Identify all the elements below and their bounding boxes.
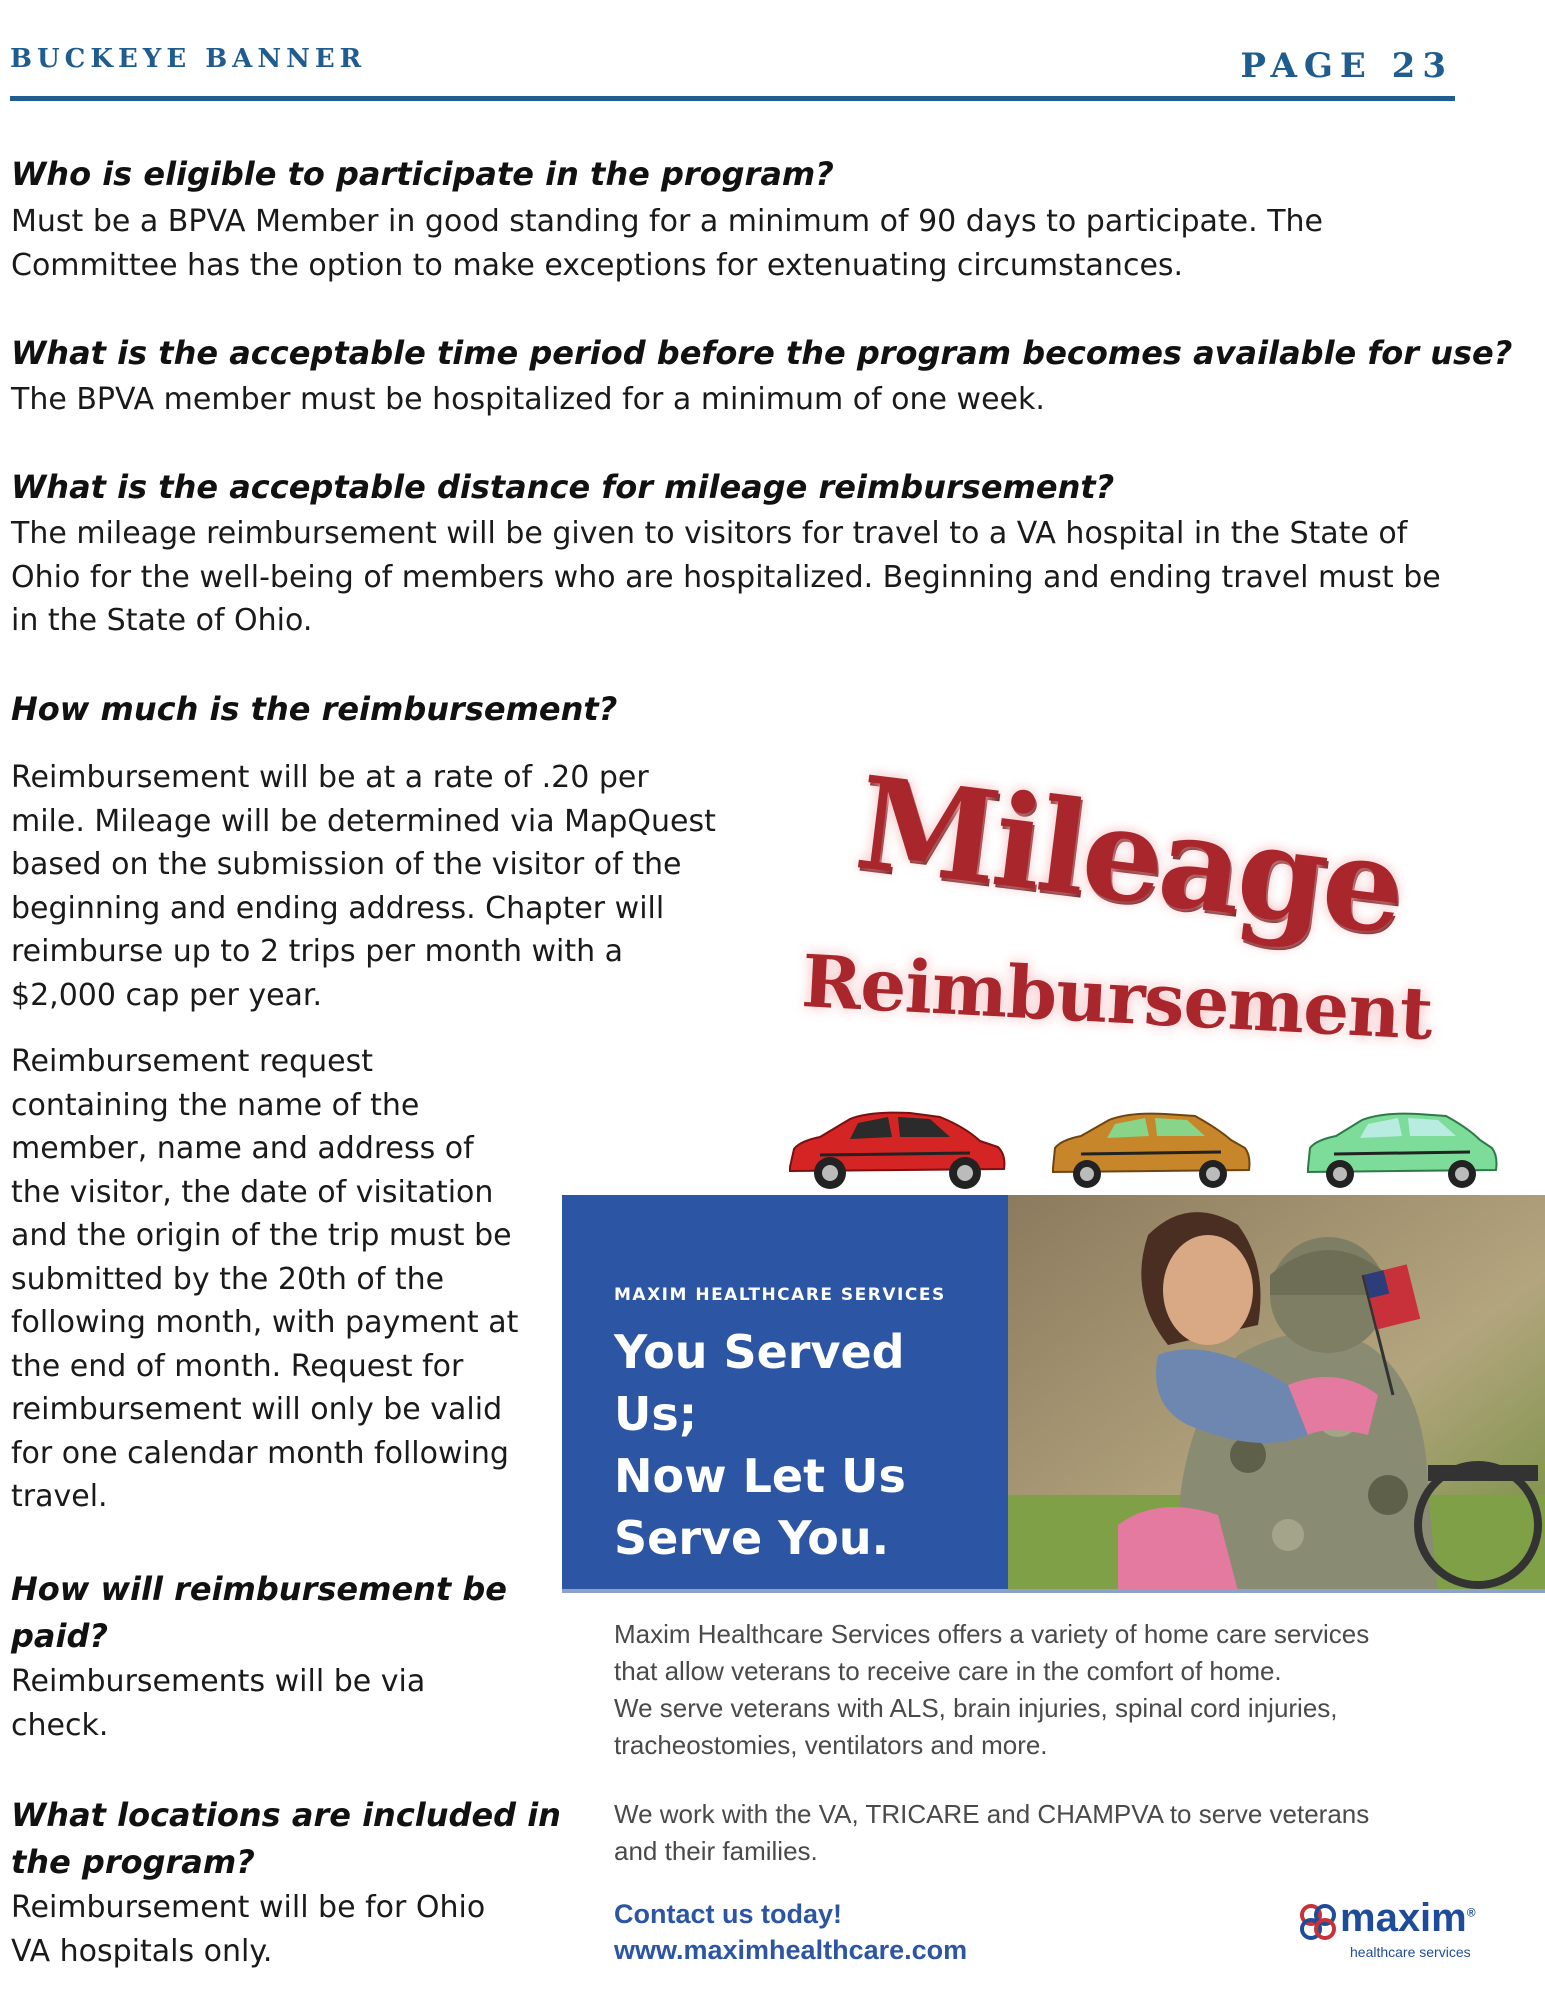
answer-request-details: Reimbursement request containing the name of the member, name and address of the visitor, the date of visitation and the origin of the trip must be submitted by the 20th of the following month, with payment at the end of month. Request for reimbursement will only be valid for one calendar month following travel. bbox=[11, 1044, 519, 1514]
publication-title: BUCKEYE BANNER bbox=[10, 44, 367, 74]
answer-distance: The mileage reimbursement will be given to visitors for travel to a VA hospital in the State of Ohio for the well-being of members who are hospitalized. Beginning and ending travel must be in the State of Ohio. bbox=[11, 516, 1441, 638]
ad-body-partners: We work with the VA, TRICARE and CHAMPVA to serve veterans and their families. bbox=[614, 1799, 1370, 1866]
question-amount: How much is the reimbursement? bbox=[11, 690, 618, 728]
header-rule bbox=[10, 96, 1455, 101]
maxim-logo-mark-icon bbox=[1298, 1902, 1338, 1942]
question-payment: How will reimbursement be paid? bbox=[11, 1570, 507, 1655]
contact-label: Contact us today! bbox=[614, 1899, 843, 1929]
graphic-title-reimbursement: Reimbursement bbox=[799, 938, 1435, 1056]
question-locations: What locations are included in the program? bbox=[11, 1796, 561, 1881]
car-icon bbox=[1045, 1108, 1255, 1194]
car-icon bbox=[780, 1105, 1010, 1195]
answer-payment: Reimbursements will be via check. bbox=[11, 1664, 426, 1743]
website-link[interactable]: www.maximhealthcare.com bbox=[614, 1935, 968, 1965]
answer-locations: Reimbursement will be for Ohio VA hospitals only. bbox=[11, 1890, 486, 1969]
graphic-title-mileage: Mileage bbox=[848, 748, 1410, 965]
ad-contact bbox=[614, 1896, 967, 1968]
page-number: PAGE 23 bbox=[1240, 46, 1453, 86]
answer-eligibility: Must be a BPVA Member in good standing for a minimum of 90 days to participate. The Committee has the option to make exceptions for extenuating circumstances. bbox=[11, 204, 1324, 283]
ad-divider bbox=[562, 1589, 1545, 1593]
mileage-reimbursement-graphic bbox=[770, 748, 1450, 1056]
answer-amount: Reimbursement will be at a rate of .20 per mile. Mileage will be determined via MapQuest based on the submission of the visitor of the beginning and ending address. Chapter will reimburse up to 2 trips per month with a $2,000 cap per year. bbox=[11, 760, 716, 1013]
car-icon bbox=[1300, 1108, 1500, 1194]
maxim-logo: maxim® healthcare services bbox=[1298, 1900, 1498, 1962]
question-distance: What is the acceptable distance for mileage reimbursement? bbox=[11, 468, 1115, 506]
veteran-hug-photo bbox=[1008, 1195, 1545, 1591]
question-time-period: What is the acceptable time period before the program becomes available for use? bbox=[11, 334, 1513, 372]
ad-headline: You Served Us; Now Let Us Serve You. bbox=[614, 1325, 906, 1565]
question-eligibility: Who is eligible to participate in the program? bbox=[11, 155, 834, 193]
ad-brand: MAXIM HEALTHCARE SERVICES bbox=[614, 1285, 946, 1305]
ad-blue-panel bbox=[562, 1195, 1008, 1591]
ad-body-services: Maxim Healthcare Services offers a variety of home care services that allow veterans to receive care in the comfort of home. We serve veterans with ALS, brain injuries, spinal cord injuries, tracheostomies, ventilators and more. bbox=[614, 1619, 1370, 1760]
answer-time-period: The BPVA member must be hospitalized for a minimum of one week. bbox=[11, 382, 1045, 417]
